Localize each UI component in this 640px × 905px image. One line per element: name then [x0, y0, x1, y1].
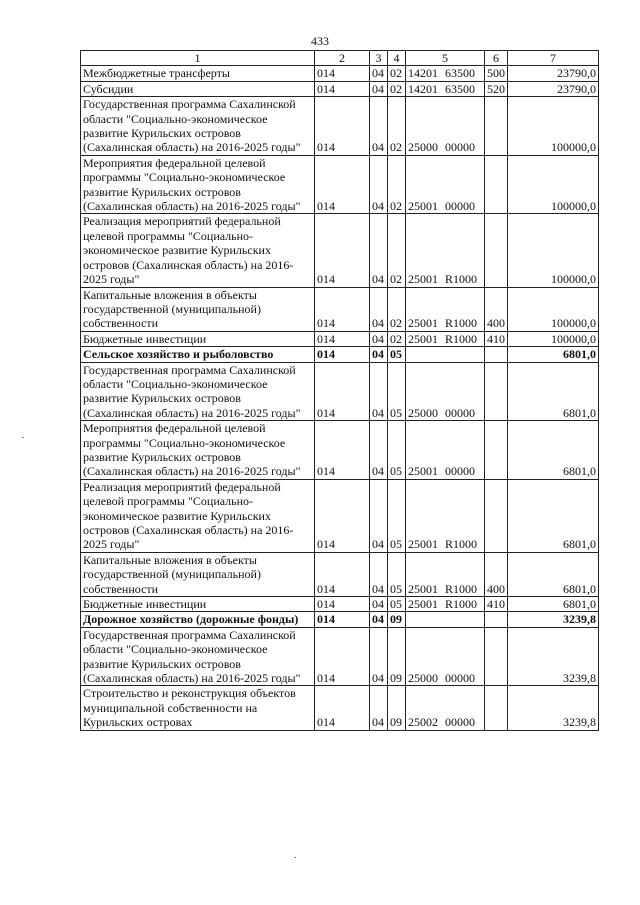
code-cell-c5: 25002 00000 [406, 686, 485, 730]
amount-cell: 3239,8 [508, 612, 599, 627]
code-cell-c2: 014 [315, 66, 370, 81]
code-cell-c6 [485, 362, 508, 421]
code-cell-c2: 014 [315, 362, 370, 421]
code-cell-c3: 04 [370, 479, 388, 552]
amount-cell: 6801,0 [508, 479, 599, 552]
code-cell-c5: 25001 R1000 [406, 287, 485, 331]
code-cell-c4: 02 [388, 155, 406, 214]
row-name-cell: Дорожное хозяйство (дорожные фонды) [81, 612, 315, 627]
code-cell-c4: 02 [388, 81, 406, 96]
amount-cell: 3239,8 [508, 686, 599, 730]
code-cell-c3: 04 [370, 66, 388, 81]
code-cell-c3: 04 [370, 214, 388, 287]
scan-speck [22, 437, 24, 438]
table-row [81, 331, 599, 346]
table-row [81, 421, 599, 480]
code-cell-c6 [485, 479, 508, 552]
code-cell-c3: 04 [370, 347, 388, 362]
amount-cell: 100000,0 [508, 331, 599, 346]
code-cell-c3: 04 [370, 97, 388, 156]
code-cell-c2: 014 [315, 552, 370, 596]
code-cell-c6 [485, 627, 508, 686]
code-cell-c2: 014 [315, 81, 370, 96]
code-cell-c5: 25001 00000 [406, 421, 485, 480]
table-row [81, 612, 599, 627]
code-cell-c6 [485, 155, 508, 214]
amount-cell: 100000,0 [508, 97, 599, 156]
code-cell-c6 [485, 214, 508, 287]
amount-cell: 6801,0 [508, 597, 599, 612]
code-cell-c6: 400 [485, 552, 508, 596]
code-cell-c5 [406, 347, 485, 362]
amount-cell: 6801,0 [508, 347, 599, 362]
code-cell-c5: 14201 63500 [406, 66, 485, 81]
code-cell-c6 [485, 347, 508, 362]
row-name-cell: Реализация мероприятий федеральной целевой программы "Социально-экономическое развитие Курильских островов (Сахалинская область) на 2016-2025 годы" [81, 479, 315, 552]
row-name-cell: Бюджетные инвестиции [81, 597, 315, 612]
code-cell-c3: 04 [370, 287, 388, 331]
code-cell-c2: 014 [315, 421, 370, 480]
table-row [81, 552, 599, 596]
row-name-cell: Капитальные вложения в объекты государственной (муниципальной) собственности [81, 287, 315, 331]
code-cell-c4: 02 [388, 287, 406, 331]
row-name-cell: Сельское хозяйство и рыболовство [81, 347, 315, 362]
row-name-cell: Государственная программа Сахалинской области "Социально-экономическое развитие Курильских островов (Сахалинская область) на 2016-2025 годы" [81, 627, 315, 686]
header-cell: 2 [315, 51, 370, 66]
row-name-cell: Мероприятия федеральной целевой программы "Социально-экономическое развитие Курильских островов (Сахалинская область) на 2016-2025 годы" [81, 421, 315, 480]
code-cell-c3: 04 [370, 612, 388, 627]
code-cell-c4: 02 [388, 214, 406, 287]
code-cell-c2: 014 [315, 347, 370, 362]
code-cell-c3: 04 [370, 421, 388, 480]
table-row [81, 66, 599, 81]
code-cell-c2: 014 [315, 627, 370, 686]
code-cell-c6: 410 [485, 597, 508, 612]
code-cell-c2: 014 [315, 287, 370, 331]
code-cell-c5: 25001 00000 [406, 155, 485, 214]
amount-cell: 6801,0 [508, 421, 599, 480]
table-row [81, 347, 599, 362]
budget-table [80, 50, 599, 731]
header-cell: 1 [81, 51, 315, 66]
table-row [81, 287, 599, 331]
code-cell-c6 [485, 97, 508, 156]
code-cell-c4: 02 [388, 97, 406, 156]
row-name-cell: Бюджетные инвестиции [81, 331, 315, 346]
row-name-cell: Межбюджетные трансферты [81, 66, 315, 81]
code-cell-c4: 09 [388, 686, 406, 730]
code-cell-c3: 04 [370, 686, 388, 730]
header-cell: 6 [485, 51, 508, 66]
row-name-cell: Государственная программа Сахалинской области "Социально-экономическое развитие Курильских островов (Сахалинская область) на 2016-2025 годы" [81, 97, 315, 156]
code-cell-c3: 04 [370, 81, 388, 96]
amount-cell: 23790,0 [508, 66, 599, 81]
table-row [81, 155, 599, 214]
code-cell-c3: 04 [370, 597, 388, 612]
amount-cell: 100000,0 [508, 155, 599, 214]
row-name-cell: Мероприятия федеральной целевой программы "Социально-экономическое развитие Курильских островов (Сахалинская область) на 2016-2025 годы" [81, 155, 315, 214]
code-cell-c2: 014 [315, 612, 370, 627]
code-cell-c6: 500 [485, 66, 508, 81]
page-number: 433 [311, 34, 329, 48]
code-cell-c4: 02 [388, 331, 406, 346]
code-cell-c4: 09 [388, 612, 406, 627]
header-cell: 4 [388, 51, 406, 66]
table-row [81, 81, 599, 96]
code-cell-c4: 05 [388, 347, 406, 362]
code-cell-c3: 04 [370, 627, 388, 686]
code-cell-c5: 25001 R1000 [406, 479, 485, 552]
table-row [81, 479, 599, 552]
code-cell-c2: 014 [315, 479, 370, 552]
code-cell-c4: 05 [388, 421, 406, 480]
row-name-cell: Строительство и реконструкция объектов муниципальной собственности на Курильских островах [81, 686, 315, 730]
amount-cell: 100000,0 [508, 214, 599, 287]
amount-cell: 23790,0 [508, 81, 599, 96]
code-cell-c5: 25000 00000 [406, 627, 485, 686]
code-cell-c6: 410 [485, 331, 508, 346]
code-cell-c5: 25001 R1000 [406, 214, 485, 287]
code-cell-c2: 014 [315, 155, 370, 214]
table-row [81, 362, 599, 421]
code-cell-c6 [485, 612, 508, 627]
code-cell-c4: 05 [388, 597, 406, 612]
code-cell-c4: 09 [388, 627, 406, 686]
code-cell-c5: 25000 00000 [406, 362, 485, 421]
row-name-cell: Реализация мероприятий федеральной целевой программы "Социально-экономическое развитие Курильских островов (Сахалинская область) на 2016-2025 годы" [81, 214, 315, 287]
code-cell-c5: 25001 R1000 [406, 552, 485, 596]
code-cell-c3: 04 [370, 362, 388, 421]
code-cell-c6: 520 [485, 81, 508, 96]
code-cell-c5: 25000 00000 [406, 97, 485, 156]
table-row [81, 214, 599, 287]
code-cell-c2: 014 [315, 597, 370, 612]
scan-speck [294, 857, 296, 858]
row-name-cell: Государственная программа Сахалинской области "Социально-экономическое развитие Курильских островов (Сахалинская область) на 2016-2025 годы" [81, 362, 315, 421]
code-cell-c2: 014 [315, 97, 370, 156]
header-cell: 5 [406, 51, 485, 66]
code-cell-c6: 400 [485, 287, 508, 331]
amount-cell: 6801,0 [508, 362, 599, 421]
table-row [81, 686, 599, 730]
header-row [81, 51, 599, 66]
code-cell-c2: 014 [315, 214, 370, 287]
code-cell-c2: 014 [315, 686, 370, 730]
code-cell-c6 [485, 421, 508, 480]
row-name-cell: Капитальные вложения в объекты государственной (муниципальной) собственности [81, 552, 315, 596]
code-cell-c4: 02 [388, 66, 406, 81]
code-cell-c5 [406, 612, 485, 627]
code-cell-c4: 05 [388, 479, 406, 552]
table-row [81, 627, 599, 686]
code-cell-c6 [485, 686, 508, 730]
row-name-cell: Субсидии [81, 81, 315, 96]
code-cell-c3: 04 [370, 331, 388, 346]
amount-cell: 100000,0 [508, 287, 599, 331]
code-cell-c2: 014 [315, 331, 370, 346]
amount-cell: 3239,8 [508, 627, 599, 686]
table-row [81, 97, 599, 156]
code-cell-c4: 05 [388, 362, 406, 421]
header-cell: 3 [370, 51, 388, 66]
code-cell-c3: 04 [370, 155, 388, 214]
amount-cell: 6801,0 [508, 552, 599, 596]
code-cell-c5: 14201 63500 [406, 81, 485, 96]
code-cell-c5: 25001 R1000 [406, 597, 485, 612]
code-cell-c3: 04 [370, 552, 388, 596]
code-cell-c5: 25001 R1000 [406, 331, 485, 346]
header-cell: 7 [508, 51, 599, 66]
table-row [81, 597, 599, 612]
code-cell-c4: 05 [388, 552, 406, 596]
